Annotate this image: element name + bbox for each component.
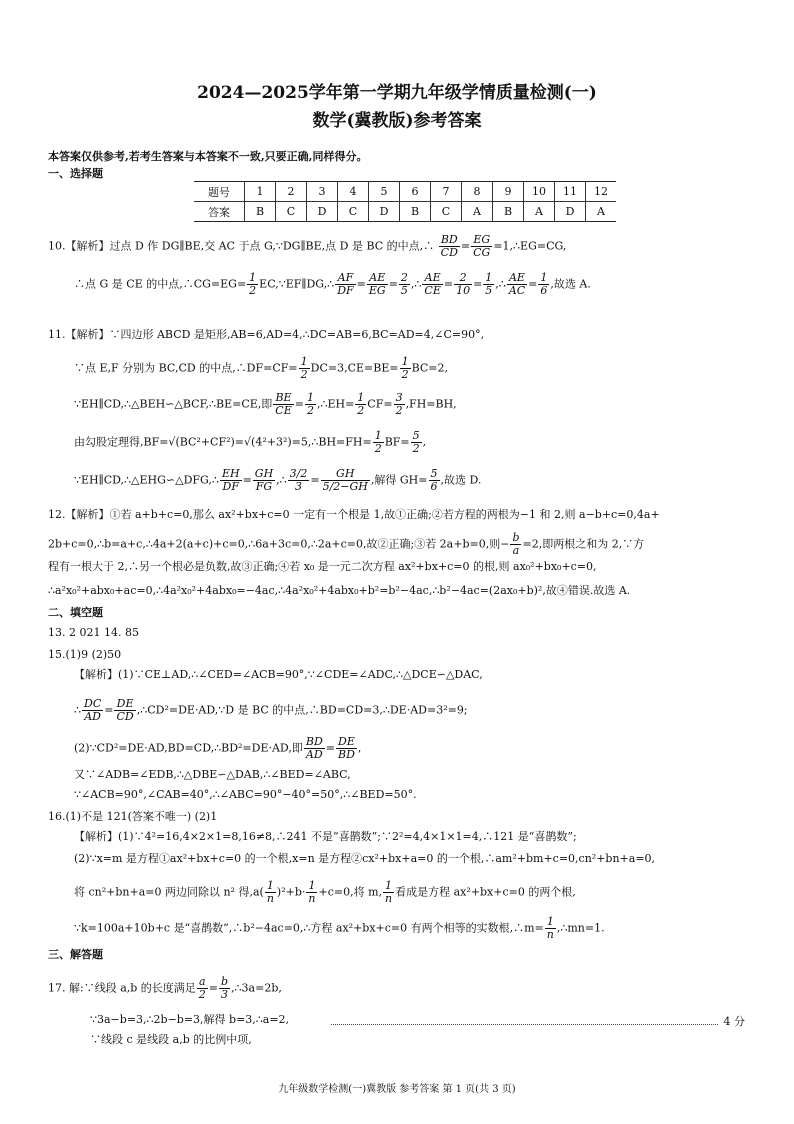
q15-line3: (2)∵CD²=DE·AD,BD=CD,∴BD²=DE·AD,即 $\frac{BD}{AD}$ = $\frac{DE}{BD}$ ,: [74, 735, 362, 761]
fraction: [471, 234, 492, 259]
numerator: 1: [306, 391, 314, 404]
text-run: 看成是方程 ax²+bx+c=0 的两个根,: [395, 885, 576, 899]
numerator: AE: [367, 272, 388, 285]
page-title: 2024—2025学年第一学期九年级学情质量检测(一): [197, 83, 597, 103]
q15-line1: 【解析】(1)∵CE⊥AD,∴∠CED=∠ACB=90°,∵∠CDE=∠ADC,∴△DCE∽△DAC,: [74, 668, 483, 681]
table-cell: 9: [493, 182, 524, 202]
text-run: 17. 解:∵线段 a,b 的长度满足: [48, 981, 196, 995]
table-cell: D: [307, 202, 338, 222]
fraction: [336, 736, 357, 761]
fraction: [400, 356, 411, 381]
q16-line3: [74, 880, 576, 905]
denominator: 10: [456, 284, 471, 297]
table-cell: C: [338, 202, 369, 222]
table-cell: 2: [276, 182, 307, 202]
text-run: =2,即两根之和为 2,∵方: [522, 537, 645, 551]
table-header-cell: 题号: [194, 182, 245, 202]
denominator: 3: [221, 988, 229, 1001]
denominator: 5/2−GH: [322, 480, 368, 493]
denominator: a: [512, 544, 520, 557]
text-run: EC,∵EF∥DG,∴: [259, 277, 335, 291]
choice-answer-table: [194, 181, 616, 222]
q16-line1: 【解析】(1)∵4²=16,4×2×1=8,16≠8,∴241 不是“喜鹊数”;∵2²=4,4×1×1=4,∴121 是“喜鹊数”;: [74, 830, 577, 843]
numerator: 1: [545, 916, 556, 929]
numerator: a: [197, 976, 208, 989]
denominator: EG: [368, 284, 386, 297]
text-run: ,∴: [410, 277, 422, 291]
text-run: ,故选 D.: [440, 473, 482, 487]
table-cell: 8: [462, 182, 493, 202]
table-cell: B: [245, 202, 276, 222]
numerator: 5: [412, 429, 420, 442]
numerator: AF: [335, 272, 355, 285]
numerator: GH: [321, 468, 370, 481]
q12-line1: 12.【解析】①若 a+b+c=0,那么 ax²+bx+c=0 一定有一个根是 1,故①正确;②若方程的两根为−1 和 2,则 a−b+c=0,4a+: [48, 508, 660, 521]
score-dots: [331, 1013, 718, 1025]
q15-line5: ∵∠ACB=90°,∠CAB=40°,∴∠ABC=90°−40°=50°,∴∠BED=50°.: [74, 788, 417, 801]
q15-line2: ∴ $\frac{DC}{AD}$ = $\frac{DE}{CD}$ ,∴CD²=DE·AD,∵D 是 BC 的中点,∴BD=CD=3,∴DE·AD=3²=9;: [74, 697, 468, 723]
fraction: [355, 392, 366, 417]
text-run: CF=: [367, 397, 393, 411]
table-cell: B: [400, 202, 431, 222]
fraction: [114, 698, 135, 723]
denominator: AD: [84, 710, 101, 723]
table-cell: 12: [586, 182, 617, 202]
fraction: [273, 392, 293, 417]
fraction: [265, 880, 276, 905]
q17-line2: ∵3a−b=3,∴2b−b=3,解得 b=3,∴a=2,: [90, 1013, 290, 1026]
denominator: DF: [222, 480, 239, 493]
denominator: 6: [540, 284, 548, 297]
q16-line4: [74, 916, 605, 941]
q10-line2: ∴点 G 是 CE 的中点,∴CG=EG= $\frac{1}{2}$ EC,∵EF∥DG,∴ $\frac{AF}{DF}$ = $\frac{AE}{EG}$ = $\frac{2}{5}$ ,∴ $\frac{AE}{CE}$ = $\frac{2}{10}$ = $\frac{1}{5}$ ,∴ $\frac{AE}{AC}$ = $\frac{1}{6}$ ,故选 A.: [74, 271, 591, 297]
fraction: [483, 272, 494, 297]
text-run: ,: [357, 741, 362, 755]
denominator: CD: [116, 710, 134, 723]
numerator: 3: [395, 391, 403, 404]
denominator: 2: [374, 442, 382, 455]
table-cell: D: [555, 202, 586, 222]
fraction: [454, 272, 472, 297]
numerator: BD: [305, 735, 323, 748]
table-cell: 7: [431, 182, 462, 202]
numerator: EH: [221, 467, 240, 480]
text-run: (2)∵CD²=DE·AD,BD=CD,∴BD²=DE·AD,即: [74, 741, 303, 755]
text-run: ,故选 A.: [550, 277, 591, 291]
table-cell: 4: [338, 182, 369, 202]
fraction: [299, 356, 310, 381]
text-run: ,∴mn=1.: [556, 921, 605, 935]
q10-line1: 10.【解析】过点 D 作 DG∥BE,交 AC 于点 G,∵DG∥BE,点 D 是 BC 的中点,∴ $\frac{BD}{CD}$ = $\frac{EG}{CG}$ =1,∴EG=CG,: [48, 233, 567, 259]
numerator: 1: [357, 391, 365, 404]
q13-14-answers: 13. 2 021 14. 85: [48, 626, 139, 639]
numerator: 1: [300, 355, 308, 368]
text-run: ,∴: [276, 473, 287, 487]
denominator: n: [266, 892, 274, 905]
text-run: ,∴3a=2b,: [231, 981, 282, 995]
score-line: [325, 1013, 745, 1029]
section-choice: 一、选择题: [48, 167, 103, 180]
numerator: 3/2: [289, 467, 308, 480]
fraction: [321, 468, 370, 493]
denominator: AD: [305, 748, 323, 761]
fraction: [305, 392, 316, 417]
table-cell: D: [369, 202, 400, 222]
fraction: [306, 880, 317, 905]
fraction: [247, 272, 258, 297]
table-cell: 6: [400, 182, 431, 202]
fraction: [538, 272, 549, 297]
q17-line3: ∵线段 c 是线段 a,b 的比例中项,: [90, 1033, 252, 1046]
text-run: ,: [422, 435, 427, 449]
numerator: AE: [422, 272, 442, 285]
fraction: [304, 736, 325, 761]
text-run: ,FH=BH,: [405, 397, 457, 411]
text-run: ∴: [74, 703, 81, 717]
q17-line1: 17. 解:∵线段 a,b 的长度满足 $\frac{a}{2}$ = $\frac{b}{3}$ ,∴3a=2b,: [48, 975, 282, 1001]
table-cell: 10: [524, 182, 555, 202]
table-row: [194, 202, 616, 222]
fraction: [399, 272, 410, 297]
fraction: [373, 430, 384, 455]
fraction: [220, 468, 242, 493]
text-run: DC=3,CE=BE=: [310, 361, 399, 375]
denominator: 2: [401, 368, 409, 381]
fraction: [253, 468, 275, 493]
text-run: BF=: [384, 435, 410, 449]
denominator: 3: [295, 480, 303, 493]
q12-line3: 程有一根大于 2,∴另一个根必是负数,故③正确;④若 x₀ 是一元二次方程 ax²+bx+c=0 的根,则 ax₀²+bx₀+c=0,: [48, 560, 597, 573]
denominator: CD: [440, 246, 458, 259]
text-run: ∵k=100a+10b+c 是“喜鹊数”,∴b²−4ac=0,∴方程 ax²+bx+c=0 有两个相等的实数根,∴m=: [74, 921, 544, 935]
numerator: DE: [336, 736, 357, 749]
fraction: [439, 234, 460, 259]
fraction: [394, 392, 405, 417]
denominator: 2: [198, 988, 206, 1001]
denominator: 5: [400, 284, 408, 297]
table-cell: 11: [555, 182, 586, 202]
denominator: 2: [357, 404, 365, 417]
table-cell: 1: [245, 182, 276, 202]
numerator: b: [221, 975, 229, 988]
denominator: 2: [395, 404, 403, 417]
section-solve: 三、解答题: [48, 948, 103, 961]
table-cell: A: [462, 202, 493, 222]
text-run: 由勾股定理得,BF=√(BC²+CF²)=√(4²+3²)=5,∴BH=FH=: [74, 435, 372, 449]
numerator: 1: [374, 429, 382, 442]
denominator: CE: [275, 404, 292, 417]
text-run: 10.【解析】过点 D 作 DG∥BE,交 AC 于点 G,∵DG∥BE,点 D 是 BC 的中点,∴: [48, 239, 435, 253]
fraction: [429, 468, 440, 493]
q11-line4: [74, 430, 426, 455]
fraction: [383, 880, 394, 905]
denominator: n: [308, 892, 316, 905]
answer-note: 本答案仅供参考,若考生答案与本答案不一致,只要正确,同样得分。: [48, 150, 368, 163]
table-cell: A: [524, 202, 555, 222]
text-run: =1,∴EG=CG,: [493, 239, 567, 253]
numerator: 1: [306, 880, 317, 893]
denominator: 2: [412, 442, 420, 455]
page-subtitle: 数学(冀教版)参考答案: [312, 111, 482, 131]
table-cell: C: [276, 202, 307, 222]
numerator: DC: [84, 697, 102, 710]
table-cell: 5: [369, 182, 400, 202]
q15-line4: 又∵∠ADB=∠EDB,∴△DBE∽△DAB,∴∠BED=∠ABC,: [74, 768, 351, 781]
denominator: 2: [300, 368, 308, 381]
q11-line1: 11.【解析】∵四边形 ABCD 是矩形,AB=6,AD=4,∴DC=AB=6,BC=AD=4,∠C=90°,: [48, 328, 485, 341]
q11-line2: [74, 356, 448, 381]
section-fill: 二、填空题: [48, 606, 103, 619]
text-run: ,∴EH=: [316, 397, 355, 411]
text-run: ∵EH∥CD,∴△BEH∽△BCF,∴BE=CE,即: [74, 397, 273, 411]
text-run: ∵EH∥CD,∴△EHG∽△DFG,∴: [74, 473, 219, 487]
numerator: GH: [254, 467, 274, 480]
denominator: n: [546, 928, 554, 941]
text-run: ∵点 E,F 分别为 BC,CD 的中点,∴DF=CF=: [74, 361, 298, 375]
table-cell: A: [586, 202, 617, 222]
text-run: +c=0,将 m,: [318, 885, 382, 899]
q11-line3: ∵EH∥CD,∴△BEH∽△BCF,∴BE=CE,即 $\frac{BE}{CE}$ = $\frac{1}{2}$ ,∴EH= $\frac{1}{2}$ CF= $\frac{3}{2}$ ,FH=BH,: [74, 391, 457, 417]
denominator: n: [385, 892, 393, 905]
numerator: 2: [454, 272, 472, 285]
denominator: 2: [249, 284, 257, 297]
text-run: )²+b·: [276, 885, 306, 899]
q12-line2: [48, 532, 644, 557]
denominator: BD: [337, 748, 355, 761]
table-cell: 3: [307, 182, 338, 202]
table-cell: C: [431, 202, 462, 222]
fraction: [507, 272, 527, 297]
q12-line4: ∴a²x₀²+abx₀+ac=0,∴4a²x₀²+4abx₀=−4ac,∴4a²x₀²+4abx₀+b²=b²−4ac,∴b²−4ac=(2ax₀+b)²,故④错误.故选 A.: [48, 584, 631, 597]
table-cell: B: [493, 202, 524, 222]
numerator: 1: [249, 271, 257, 284]
text-run: ,解得 GH=: [370, 473, 428, 487]
fraction: [510, 532, 521, 557]
denominator: CG: [473, 246, 491, 259]
denominator: FG: [255, 480, 273, 493]
text-run: ,∴: [495, 277, 506, 291]
page-footer: 九年级数学检测(一)冀教版 参考答案 第 1 页(共 3 页): [278, 1084, 516, 1095]
numerator: DE: [114, 698, 135, 711]
numerator: 1: [401, 355, 409, 368]
numerator: 1: [485, 271, 493, 284]
fraction: [411, 430, 422, 455]
q16-line2: (2)∵x=m 是方程①ax²+bx+c=0 的一个根,x=n 是方程②cx²+bx+a=0 的一个根,∴am²+bm+c=0,cn²+bn+a=0,: [74, 852, 656, 865]
fraction: [422, 272, 442, 297]
denominator: 6: [430, 480, 438, 493]
q16-answers: 16.(1)不是 121(答案不唯一) (2)1: [48, 810, 218, 823]
numerator: BE: [273, 392, 293, 405]
fraction: [197, 976, 208, 1001]
denominator: 5: [485, 284, 493, 297]
denominator: AC: [508, 284, 526, 297]
fraction: [219, 976, 230, 1001]
fraction: [288, 468, 310, 493]
numerator: 1: [540, 271, 548, 284]
table-row: [194, 182, 616, 202]
text-run: 将 cn²+bn+a=0 两边同除以 n² 得,a(: [74, 885, 264, 899]
numerator: b: [512, 531, 520, 544]
numerator: 5: [430, 467, 438, 480]
denominator: 2: [306, 404, 314, 417]
fraction: [545, 916, 556, 941]
q15-answers: 15.(1)9 (2)50: [48, 648, 122, 661]
table-header-cell: 答案: [194, 202, 245, 222]
numerator: 2: [400, 271, 408, 284]
numerator: 1: [265, 880, 276, 893]
numerator: 1: [383, 880, 394, 893]
numerator: AE: [507, 272, 527, 285]
text-run: ,∴CD²=DE·AD,∵D 是 BC 的中点,∴BD=CD=3,∴DE·AD=3²=9;: [136, 703, 468, 717]
text-run: BC=2,: [411, 361, 448, 375]
text-run: 2b+c=0,∴b=a+c,∴4a+2(a+c)+c=0,∴6a+3c=0,∴2a+c=0,故②正确;③若 2a+b=0,则−: [48, 537, 510, 551]
denominator: DF: [337, 284, 354, 297]
q11-line5: ∵EH∥CD,∴△EHG∽△DFG,∴ $\frac{EH}{DF}$ = $\frac{GH}{FG}$ ,∴ $\frac{3/2}{3}$ = $\frac{GH}{5/2-GH}$ ,解得 GH= $\frac{5}{6}$ ,故选 D.: [74, 467, 482, 493]
score-label: 4 分: [723, 1015, 745, 1028]
fraction: [367, 272, 388, 297]
fraction: [82, 698, 103, 723]
fraction: [335, 272, 355, 297]
text-run: ∴点 G 是 CE 的中点,∴CG=EG=: [74, 277, 247, 291]
denominator: CE: [424, 284, 441, 297]
numerator: EG: [471, 234, 492, 247]
numerator: BD: [439, 234, 460, 247]
